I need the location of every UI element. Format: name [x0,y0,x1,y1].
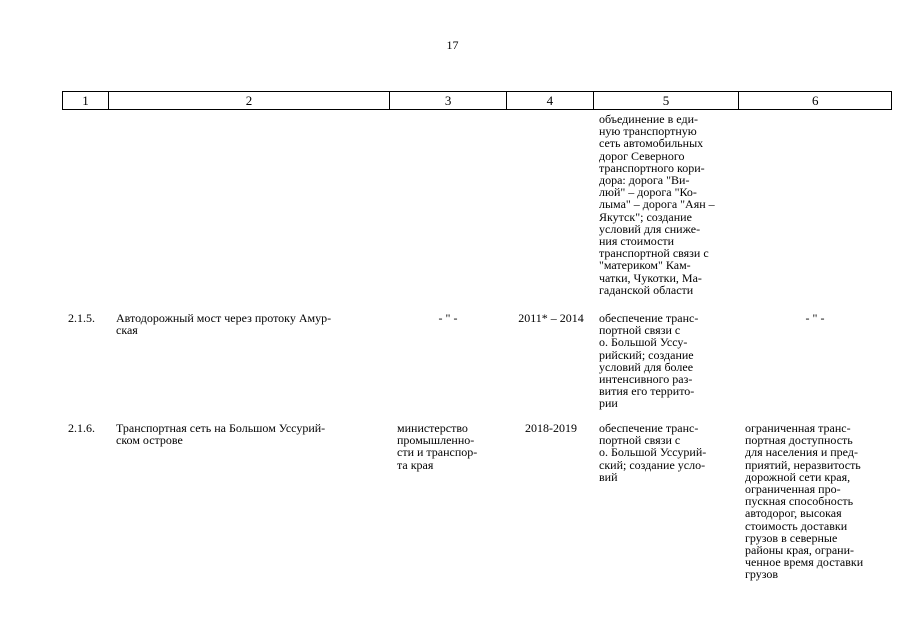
continued-purpose-text: объединение в еди- ную транспортную сеть автомобильных дорог Северного транспортного кори- дора: дорога "Ви- люй" – дорога "Ко- лыма" – дорога "Аян – Якутск"; создание условий для сниже- ния стоимости транспортной связи с "материком" Кам- чатки, Чукотки, Ма- гаданской области [599,112,715,297]
row-name: Транспортная сеть на Большом Уссурий- ском острове [116,421,326,448]
row-name: Автодорожный мост через протоку Амур- ская [116,311,332,338]
row-purpose: обеспечение транс- портной связи с о. Большой Уссурий- ский; создание усло- вий [599,421,707,484]
row-problems: - " - [805,311,825,325]
page-number: 17 [446,38,459,52]
header-col-3: 3 [390,92,507,109]
table-header [62,91,892,110]
row-number: 2.1.5. [68,311,95,325]
row-period: 2018-2019 [525,421,577,435]
row-responsible: - " - [438,311,458,325]
row-number: 2.1.6. [68,421,95,435]
header-col-2: 2 [109,92,390,109]
row-problems: ограниченная транс- портная доступность для населения и пред- приятий, неразвитость дорожной сети края, ограниченная про- пускная способность автодорог, высокая стоимость доставки грузов в северные районы края, ограни- ченное время доставки грузов [745,421,864,582]
header-col-5: 5 [594,92,740,109]
row-purpose: обеспечение транс- портной связи с о. Большой Уссу- рийский; создание условий для более интенсивного раз- вития его террито- рии [599,311,699,411]
header-col-6: 6 [811,93,819,108]
row-period: 2011* – 2014 [518,311,584,325]
header-col-1: 1 [63,92,109,109]
header-col-4: 4 [507,92,594,109]
row-responsible: министерство промышленно- сти и транспор- та края [397,421,478,472]
